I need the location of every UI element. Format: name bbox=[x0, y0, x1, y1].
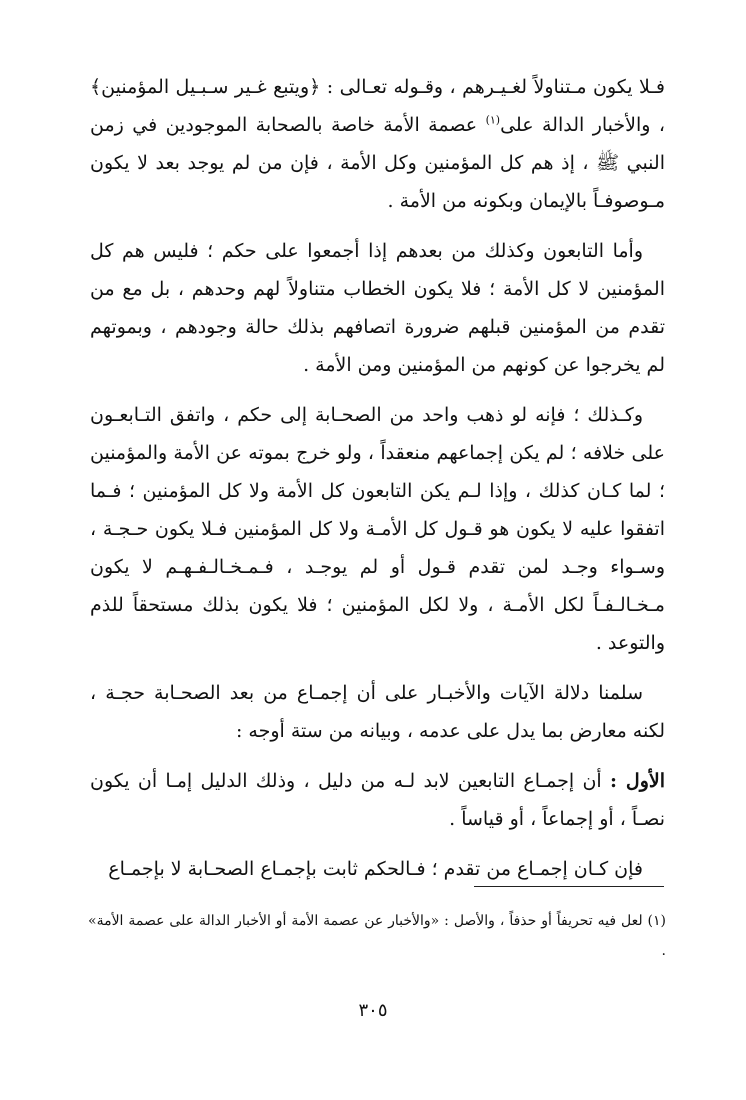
paragraph-3: وكـذلك ؛ فإنه لو ذهب واحد من الصحـابة إلى حكم ، واتفق التـابعـون على خلافه ؛ لم يكن إجماعهم منعقداً ، ولو خرج بموته عن الأمة والمؤمنين ؛ لما كـان كذلك ، وإذا لـم يكن التابعون كل الأمة ولا كل المؤمنين ؛ فـما اتفقوا عليه لا يكون هو قـول كل الأمـة ولا كل المؤمنين فـلا يكون حـجـة ، وسـواء وجـد لمن تقدم قـول أو لم يوجـد ، فـمـخـالـفـهـم لا يكون مـخـالـفـاً لكل الأمـة ، ولا لكل المؤمنين ؛ فلا يكون بذلك مستحقاً للذم والتوعد . bbox=[90, 404, 665, 654]
paragraph-6: فإن كـان إجمـاع من تقدم ؛ فـالحكم ثابت بإجمـاع الصحـابة لا بإجمـاع bbox=[108, 858, 643, 880]
paragraph-4: سلمنا دلالة الآيات والأخبـار على أن إجمـاع من بعد الصحـابة حجـة ، لكنه معارض بما يدل على عدمه ، وبيانه من ستة أوجه : bbox=[90, 682, 665, 742]
paragraph-2: وأما التابعون وكذلك من بعدهم إذا أجمعوا على حكم ؛ فليس هم كل المؤمنين لا كل الأمة ؛ فلا يكون الخطاب متناولاً لهم وحدهم ، بل مع من تقدم من المؤمنين قبلهم ضرورة اتصافهم بذلك حالة وجودهم ، وبموتهم لم يخرجوا عن كونهم من المؤمنين ومن الأمة . bbox=[90, 240, 665, 376]
paragraph-5 bbox=[90, 762, 665, 838]
paragraph-1-text-b: عصمة الأمة خاصة بالصحابة الموجودين في زمن النبي ﷺ ، إذ هم كل المؤمنين وكل الأمة ، فإن من لم يوجد بعد لا يكون مـوصوفـاً بالإيمان وبكونه من الأمة . bbox=[90, 114, 665, 212]
paragraph-5-text: أن إجمـاع التابعين لابد لـه من دليل ، وذلك الدليل إمـا أن يكون نصـاً ، أو إجماعاً ، أو قياساً . bbox=[90, 770, 665, 830]
footnote-reference: (١) bbox=[485, 113, 501, 127]
footnote-divider bbox=[474, 886, 664, 887]
main-text bbox=[90, 68, 665, 900]
footnote: (١) لعل فيه تحريفاً أو حذفاً ، والأصل : «والأخبار عن عصمة الأمة أو الأخبار الدالة على عصمة الأمة» . bbox=[88, 913, 666, 959]
point-heading: الأول : bbox=[609, 770, 665, 792]
page-number: ٣٠٥ bbox=[358, 1000, 388, 1021]
paragraph-1-text-a: فـلا يكون مـتناولاً لغـيـرهم ، وقـوله تعـالى : ﴿ويتبع غـير سـبـيل المؤمنين﴾ ، والأخبار الدالة على bbox=[90, 76, 666, 136]
paragraph-1 bbox=[90, 68, 665, 220]
